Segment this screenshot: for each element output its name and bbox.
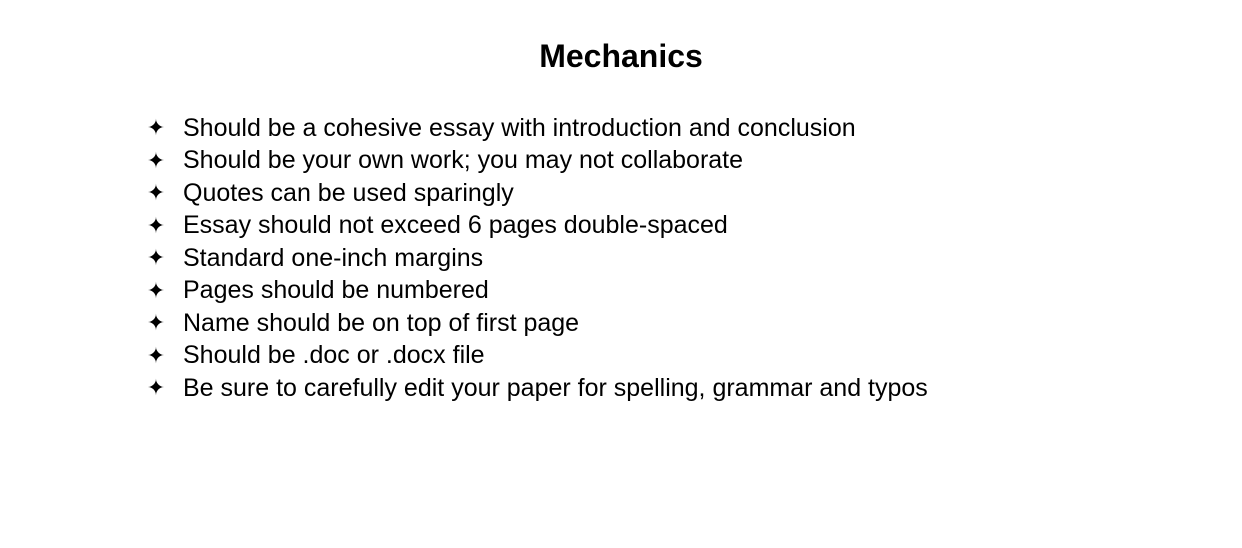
list-item-text: Quotes can be used sparingly [183, 178, 514, 207]
list-item [145, 340, 928, 373]
list-item [145, 307, 928, 340]
list-item [145, 242, 928, 275]
list-item-text: Standard one-inch margins [183, 243, 484, 272]
four-pointed-star-icon: ✦ [146, 115, 166, 141]
list-item-text: Be sure to carefully edit your paper for spelling, grammar and typos [183, 373, 928, 402]
four-pointed-star-icon: ✦ [146, 147, 166, 173]
list-item-text: Name should be on top of first page [183, 308, 580, 337]
list-item [145, 372, 928, 405]
list-item-text: Should be your own work; you may not collaborate [183, 146, 744, 175]
list-item-text: Pages should be numbered [183, 276, 489, 305]
list-item [145, 145, 928, 178]
four-pointed-star-icon: ✦ [146, 212, 166, 238]
four-pointed-star-icon: ✦ [146, 342, 166, 368]
four-pointed-star-icon: ✦ [146, 310, 166, 336]
list-item [145, 112, 928, 145]
list-item [145, 275, 928, 308]
four-pointed-star-icon: ✦ [146, 180, 166, 206]
list-item [145, 210, 928, 243]
list-item [145, 177, 928, 210]
four-pointed-star-icon: ✦ [146, 277, 166, 303]
list-item-text: Should be a cohesive essay with introduction and conclusion [183, 113, 856, 142]
list-item-text: Essay should not exceed 6 pages double-spaced [183, 211, 728, 240]
four-pointed-star-icon: ✦ [146, 245, 166, 271]
list-item-text: Should be .doc or .docx file [183, 341, 485, 370]
slide-title: Mechanics [539, 38, 703, 74]
bullet-list [145, 112, 928, 405]
four-pointed-star-icon: ✦ [146, 375, 166, 401]
